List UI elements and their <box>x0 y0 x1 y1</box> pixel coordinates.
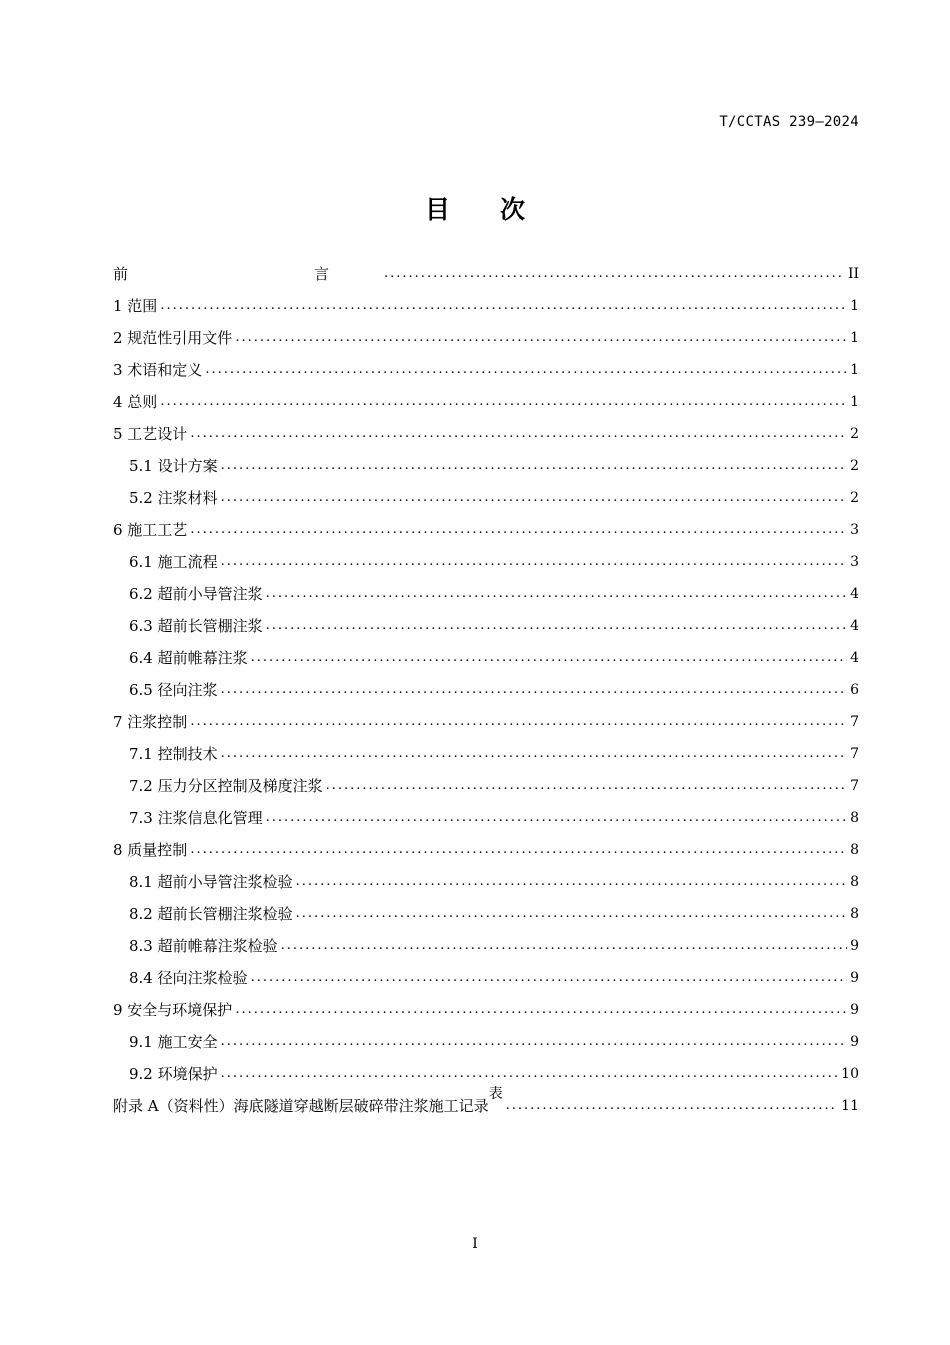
toc-entry[interactable] <box>113 578 859 610</box>
toc-dot-leader <box>190 834 847 866</box>
toc-entry[interactable] <box>113 770 859 802</box>
toc-entry[interactable] <box>113 354 859 386</box>
toc-entry-page: 8 <box>850 906 859 922</box>
toc-entry[interactable] <box>113 418 859 450</box>
toc-entry-title: 2 规范性引用文件 <box>113 329 233 347</box>
toc-dot-leader <box>205 354 847 386</box>
toc-entry-page: 7 <box>850 714 859 730</box>
toc-dot-leader <box>221 674 847 706</box>
toc-entry-page: 7 <box>850 746 859 762</box>
toc-entry-page: 1 <box>850 394 859 410</box>
toc-dot-leader <box>296 866 847 898</box>
toc-entry-title: 6.3 超前长管棚注浆 <box>129 617 263 635</box>
toc-entry-page: 6 <box>850 682 859 698</box>
toc-dot-leader <box>190 706 847 738</box>
toc-entry-title: 7.2 压力分区控制及梯度注浆 <box>129 777 323 795</box>
toc-entry[interactable] <box>113 1058 859 1090</box>
toc-entry-title: 4 总则 <box>113 393 158 411</box>
toc-entry-page: 1 <box>850 298 859 314</box>
toc-dot-leader <box>281 930 847 962</box>
toc-entry-title: 9.2 环境保护 <box>129 1065 218 1083</box>
toc-entry-title: 7.1 控制技术 <box>129 745 218 763</box>
toc-dot-leader <box>221 450 847 482</box>
toc-entry-page: 9 <box>850 970 859 986</box>
toc-dot-leader <box>266 802 847 834</box>
toc-entry-page: 9 <box>850 1034 859 1050</box>
toc-entry[interactable] <box>113 482 859 514</box>
toc-entry-title: 8.4 径向注浆检验 <box>129 969 248 987</box>
toc-dot-leader <box>506 1090 839 1122</box>
toc-entry-title: 5.2 注浆材料 <box>129 489 218 507</box>
toc-entry-title-tail: 表 <box>488 1086 503 1102</box>
toc-entry-title: 3 术语和定义 <box>113 361 203 379</box>
toc-dot-leader <box>384 258 845 290</box>
toc-entry[interactable] <box>113 258 859 290</box>
toc-entry-page: 4 <box>850 618 859 634</box>
toc-entry[interactable] <box>113 674 859 706</box>
standard-number: T/CCTAS 239—2024 <box>719 114 859 130</box>
toc-entry-title: 1 范围 <box>113 297 158 315</box>
toc-entry-title: 附录 A（资料性）海底隧道穿越断层破碎带注浆施工记录 <box>113 1097 489 1115</box>
toc-entry-title: 6.2 超前小导管注浆 <box>129 585 263 603</box>
toc-entry[interactable] <box>113 706 859 738</box>
toc-entry[interactable] <box>113 290 859 322</box>
toc-entry[interactable] <box>113 546 859 578</box>
toc-entry-title: 9.1 施工安全 <box>129 1033 218 1051</box>
toc-entry[interactable] <box>113 386 859 418</box>
toc-dot-leader <box>221 482 847 514</box>
toc-title: 目 次 <box>424 195 525 224</box>
toc-entry[interactable] <box>113 322 859 354</box>
toc-entry[interactable] <box>113 802 859 834</box>
toc-entry-title: 6.5 径向注浆 <box>129 681 218 699</box>
toc-entry-page: 10 <box>841 1066 859 1082</box>
toc-dot-leader <box>221 738 847 770</box>
toc-entry-page: 3 <box>850 522 859 538</box>
toc-entry-title: 7.3 注浆信息化管理 <box>129 809 263 827</box>
toc-dot-leader <box>160 386 847 418</box>
toc-entry-page: 11 <box>841 1098 859 1114</box>
toc-dot-leader <box>266 578 847 610</box>
toc-dot-leader <box>235 994 847 1026</box>
toc-entry-page: 3 <box>850 554 859 570</box>
toc-entry-page: II <box>847 266 859 282</box>
toc-entry-page: 8 <box>850 874 859 890</box>
toc-dot-leader <box>221 546 847 578</box>
toc-dot-leader <box>221 1058 839 1090</box>
toc-entry-page: 2 <box>850 458 859 474</box>
toc-entry-page: 4 <box>850 586 859 602</box>
toc-entry-title: 6.4 超前帷幕注浆 <box>129 649 248 667</box>
toc-entry-title: 8.3 超前帷幕注浆检验 <box>129 937 278 955</box>
toc-entry[interactable] <box>113 738 859 770</box>
toc-entry[interactable] <box>113 1086 859 1122</box>
toc-entry[interactable] <box>113 642 859 674</box>
toc-entry-page: 4 <box>850 650 859 666</box>
toc-entry[interactable] <box>113 994 859 1026</box>
toc-entry-page: 2 <box>850 426 859 442</box>
toc-dot-leader <box>296 898 847 930</box>
toc-entry-title: 5 工艺设计 <box>113 425 188 443</box>
toc-entry-title: 7 注浆控制 <box>113 713 188 731</box>
toc-entry[interactable] <box>113 514 859 546</box>
toc-entry-title: 9 安全与环境保护 <box>113 1001 233 1019</box>
toc-entry-title: 8.1 超前小导管注浆检验 <box>129 873 293 891</box>
toc-entry-page: 2 <box>850 490 859 506</box>
toc-dot-leader <box>251 642 847 674</box>
toc-dot-leader <box>190 418 847 450</box>
toc-entry[interactable] <box>113 930 859 962</box>
toc-entry-page: 9 <box>850 1002 859 1018</box>
toc-dot-leader <box>266 610 847 642</box>
toc-entry-page: 9 <box>850 938 859 954</box>
toc-entry[interactable] <box>113 610 859 642</box>
toc-entry-page: 1 <box>850 330 859 346</box>
toc-entry-title: 5.1 设计方案 <box>129 457 218 475</box>
toc-entry-title: 8.2 超前长管棚注浆检验 <box>129 905 293 923</box>
toc-entry-page: 8 <box>850 842 859 858</box>
toc-dot-leader <box>235 322 847 354</box>
toc-entry[interactable] <box>113 898 859 930</box>
toc-entry-title: 6 施工工艺 <box>113 521 188 539</box>
toc-entry-title: 前 言 <box>113 265 382 283</box>
toc-dot-leader <box>221 1026 847 1058</box>
toc-entry-page: 8 <box>850 810 859 826</box>
toc-entry-title: 8 质量控制 <box>113 841 188 859</box>
toc-entry[interactable] <box>113 450 859 482</box>
toc-entry-title: 6.1 施工流程 <box>129 553 218 571</box>
toc-entry-page: 1 <box>850 362 859 378</box>
toc-dot-leader <box>190 514 847 546</box>
toc-dot-leader <box>326 770 847 802</box>
toc-entry[interactable] <box>113 866 859 898</box>
toc-entry[interactable] <box>113 962 859 994</box>
toc-entry-page: 7 <box>850 778 859 794</box>
toc-entry[interactable] <box>113 1026 859 1058</box>
toc-entry[interactable] <box>113 834 859 866</box>
toc-dot-leader <box>160 290 847 322</box>
toc-dot-leader <box>251 962 847 994</box>
table-of-contents <box>113 258 859 1122</box>
page-number: I <box>472 1236 478 1252</box>
